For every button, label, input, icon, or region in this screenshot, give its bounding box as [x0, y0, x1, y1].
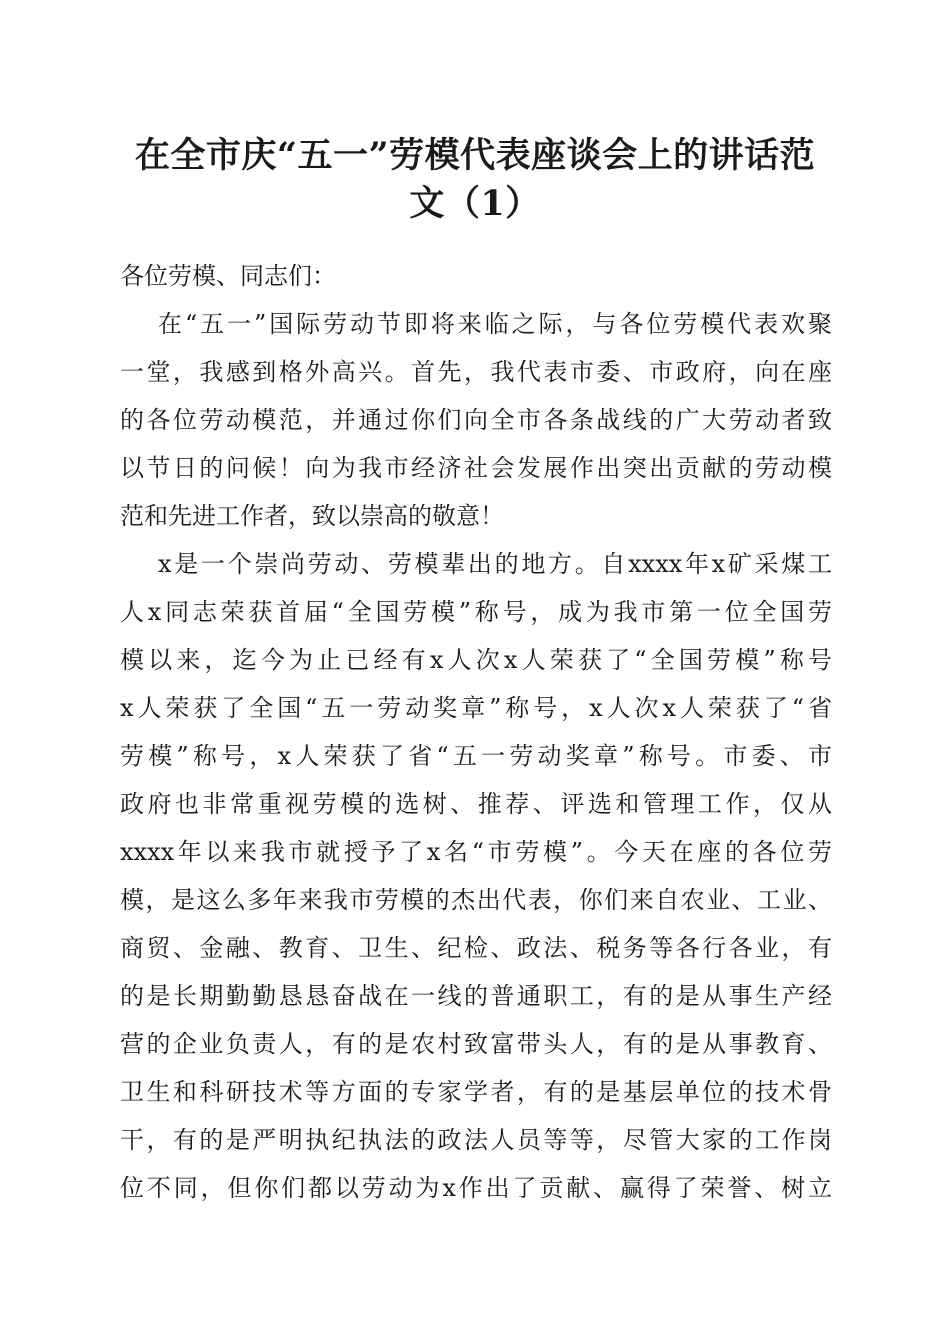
- paragraph-line: 卫生和科研技术等方面的专家学者，有的是基层单位的技术骨: [120, 1078, 832, 1106]
- paragraph-line: 商贸、金融、教育、卫生、纪检、政法、税务等各行各业，有: [120, 934, 832, 962]
- paragraph-line: 的是长期勤勤恳恳奋战在一线的普通职工，有的是从事生产经: [120, 982, 832, 1010]
- paragraph-line: 一堂，我感到格外高兴。首先，我代表市委、市政府，向在座: [120, 358, 832, 386]
- paragraph-line: 的各位劳动模范，并通过你们向全市各条战线的广大劳动者致: [120, 406, 832, 434]
- salutation: 各位劳模、同志们：: [120, 262, 336, 290]
- paragraph-2: [120, 540, 832, 1212]
- title-line-2: 文（1）: [409, 183, 541, 224]
- paragraph-line: 以节日的问候！向为我市经济社会发展作出突出贡献的劳动模: [120, 454, 832, 482]
- paragraph-line: 模以来，迄今为止已经有x人次x人荣获了“全国劳模”称号: [120, 646, 832, 674]
- title-line-1: 在全市庆“五一”劳模代表座谈会上的讲话范: [134, 135, 816, 176]
- paragraph-line: 政府也非常重视劳模的选树、推荐、评选和管理工作，仅从: [120, 790, 832, 818]
- paragraph-1: [120, 300, 832, 540]
- document-body: [120, 252, 832, 1212]
- paragraph-line: 位不同，但你们都以劳动为x作出了贡献、赢得了荣誉、树立: [120, 1174, 832, 1202]
- paragraph-line: x是一个崇尚劳动、劳模辈出的地方。自xxxx年x矿采煤工: [158, 550, 832, 578]
- document-title: [100, 132, 850, 228]
- paragraph-line: 人x同志荣获首届“全国劳模”称号，成为我市第一位全国劳: [120, 598, 832, 626]
- paragraph-line: 干，有的是严明执纪执法的政法人员等等，尽管大家的工作岗: [120, 1126, 832, 1154]
- paragraph-line: x人荣获了全国“五一劳动奖章”称号，x人次x人荣获了“省: [120, 694, 832, 722]
- paragraph-line: 模，是这么多年来我市劳模的杰出代表，你们来自农业、工业、: [120, 886, 832, 914]
- paragraph-line: 范和先进工作者，致以崇高的敬意！: [120, 502, 504, 530]
- paragraph-line: xxxx年以来我市就授予了x名“市劳模”。今天在座的各位劳: [120, 838, 832, 866]
- paragraph-line: 营的企业负责人，有的是农村致富带头人，有的是从事教育、: [120, 1030, 832, 1058]
- paragraph-line: 劳模”称号，x人荣获了省“五一劳动奖章”称号。市委、市: [120, 742, 832, 770]
- paragraph-line: 在“五一”国际劳动节即将来临之际，与各位劳模代表欢聚: [158, 310, 832, 338]
